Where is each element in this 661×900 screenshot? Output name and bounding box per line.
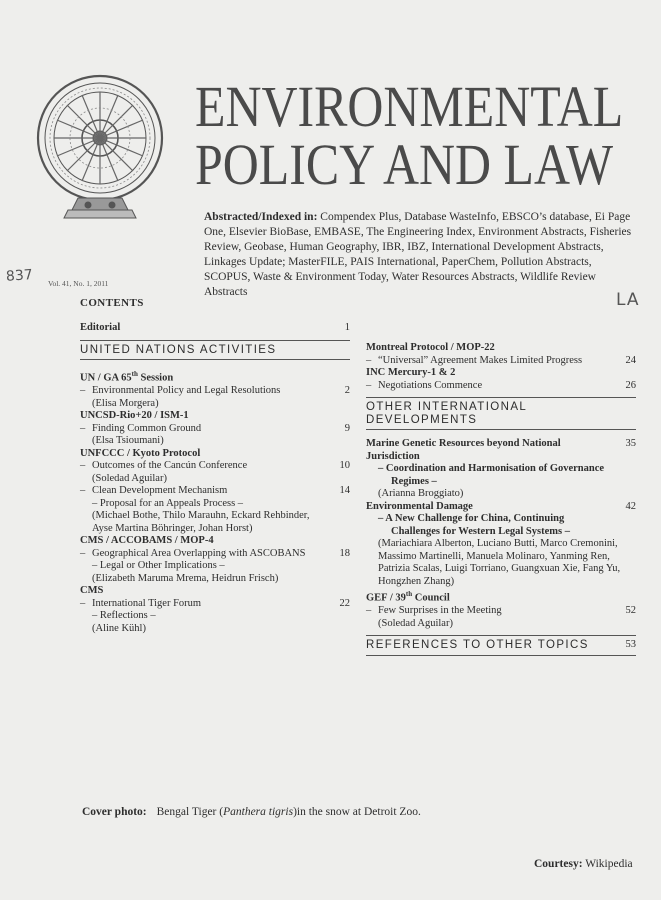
section-references[interactable]: REFERENCES TO OTHER TOPICS 53 (366, 635, 636, 656)
toc-cms2-item[interactable]: – International Tiger Forum 22 (80, 598, 350, 611)
section-other-developments: OTHER INTERNATIONAL DEVELOPMENTS (366, 397, 636, 430)
handwritten-la: LA (616, 290, 640, 310)
toc-gef-item[interactable]: – Few Surprises in the Meeting 52 (366, 605, 636, 618)
toc-cms2-heading: CMS (80, 585, 104, 596)
toc-unfccc-heading: UNFCCC / Kyoto Protocol (80, 447, 201, 459)
toc-marine-heading[interactable]: Marine Genetic Resources beyond National Jurisdiction 35 (366, 438, 636, 462)
abstracted-indexed-block (204, 210, 636, 300)
courtesy-source: Wikipedia (585, 858, 633, 870)
section-un-activities: UNITED NATIONS ACTIVITIES (80, 340, 350, 361)
toc-cms-item[interactable]: – Geographical Area Overlapping with ASCOBANS 18 (80, 548, 350, 561)
toc-ga-author: (Elisa Morgera) (92, 397, 159, 409)
handwritten-number: 837 (5, 267, 34, 285)
toc-unfccc-item1[interactable]: – Outcomes of the Cancún Conference 10 (80, 460, 350, 473)
toc-editorial-label: Editorial (80, 322, 121, 333)
toc-unfccc-author1: (Soledad Aguilar) (92, 472, 167, 484)
toc-montreal-item[interactable]: – “Universal” Agreement Makes Limited Progress 24 (366, 355, 636, 368)
journal-title-line1: ENVIRONMENTAL (195, 74, 624, 139)
toc-marine-author: (Arianna Broggiato) (378, 488, 464, 499)
toc-montreal-heading: Montreal Protocol / MOP-22 (366, 342, 495, 353)
toc-env-author2: Massimo Martinelli, Manuela Molinaro, Yanming Ren, (378, 550, 610, 562)
toc-env-sub1: – A New Challenge for China, Continuing (378, 513, 565, 524)
toc-inc-item[interactable]: – Negotiations Commence 26 (366, 380, 636, 393)
contents-heading: CONTENTS (80, 297, 144, 309)
volume-info: Vol. 41, No. 1, 2011 (48, 279, 109, 288)
toc-env-author3: Patrizia Scalas, Luigi Torriano, Guangxuan Xie, Fang Yu, (378, 563, 621, 574)
abstracted-label: Abstracted/Indexed in: (204, 211, 318, 223)
toc-cms2-item-sub: – Reflections – (92, 610, 156, 621)
abstracted-text: Compendex Plus, Database WasteInfo, EBSCO’s database, Ei Page One, Elsevier BioBase, EMBASE, The Engineering Index, Environment Abstracts, Fisheries Review, Geobase, Human Geography, IBR, IBZ, International Development Abstracts, Linkages Update; MasterFILE, PAIS International, PaperChem, Pollution Abstracts, SCOPUS, Waste & Environment Today, Water Resources Abstracts, Wildlife Review Abstracts (204, 211, 632, 298)
cover-species: Panthera tigris (223, 806, 294, 818)
cover-photo-caption: Cover photo: Bengal Tiger (Panthera tigris)in the snow at Detroit Zoo. (82, 806, 421, 818)
toc-env-sub2: Challenges for Western Legal Systems – (391, 525, 570, 537)
toc-unfccc-item2-sub: – Proposal for an Appeals Process – (92, 497, 244, 509)
toc-uncsd-item[interactable]: – Finding Common Ground 9 (80, 423, 350, 436)
toc-ga-item[interactable]: – Environmental Policy and Legal Resolutions 2 (80, 385, 350, 398)
toc-cms-item-sub: – Legal or Other Implications – (92, 560, 225, 571)
toc-uncsd-heading: UNCSD-Rio+20 / ISM-1 (80, 410, 189, 421)
toc-marine-sub2: Regimes – (391, 475, 437, 487)
toc-gef-heading: GEF / 39th Council (366, 590, 450, 604)
cover-photo-label: Cover photo: (82, 806, 147, 818)
courtesy-label: Courtesy: (534, 858, 583, 870)
toc-uncsd-author: (Elsa Tsioumani) (92, 435, 164, 446)
toc-marine-sub1: – Coordination and Harmonisation of Governance (378, 463, 605, 474)
toc-editorial-page: 1 (344, 322, 350, 333)
toc-unfccc-item2[interactable]: – Clean Development Mechanism 14 (80, 485, 350, 498)
toc-env-heading[interactable]: Environmental Damage 42 (366, 500, 636, 512)
toc-gef-author: (Soledad Aguilar) (378, 617, 453, 629)
contents-left-column (80, 322, 350, 635)
toc-cms-heading: CMS / ACCOBAMS / MOP-4 (80, 535, 214, 546)
dharma-wheel-emblem (18, 68, 188, 223)
toc-ga-heading: UN / GA 65th Session (80, 370, 174, 384)
toc-env-author1: (Mariachiara Alberton, Luciano Butti, Marco Cremonini, (378, 538, 618, 549)
toc-editorial[interactable] (80, 322, 350, 335)
section-references-page: 53 (625, 639, 636, 650)
journal-title-line2: POLICY AND LAW (195, 132, 614, 197)
contents-right-column (366, 342, 636, 664)
toc-unfccc-author2b: Ayse Martina Böhringer, Johan Horst) (92, 522, 253, 534)
toc-unfccc-author2a: (Michael Bothe, Thilo Marauhn, Eckard Rehbinder, (92, 510, 310, 521)
toc-env-author4: Hongzhen Zhang) (378, 575, 455, 587)
toc-cms2-author: (Aline Kühl) (92, 622, 146, 634)
courtesy-credit (534, 858, 633, 870)
toc-cms-author: (Elizabeth Maruma Mrema, Heidrun Frisch) (92, 572, 279, 584)
toc-inc-heading: INC Mercury-1 & 2 (366, 367, 456, 378)
